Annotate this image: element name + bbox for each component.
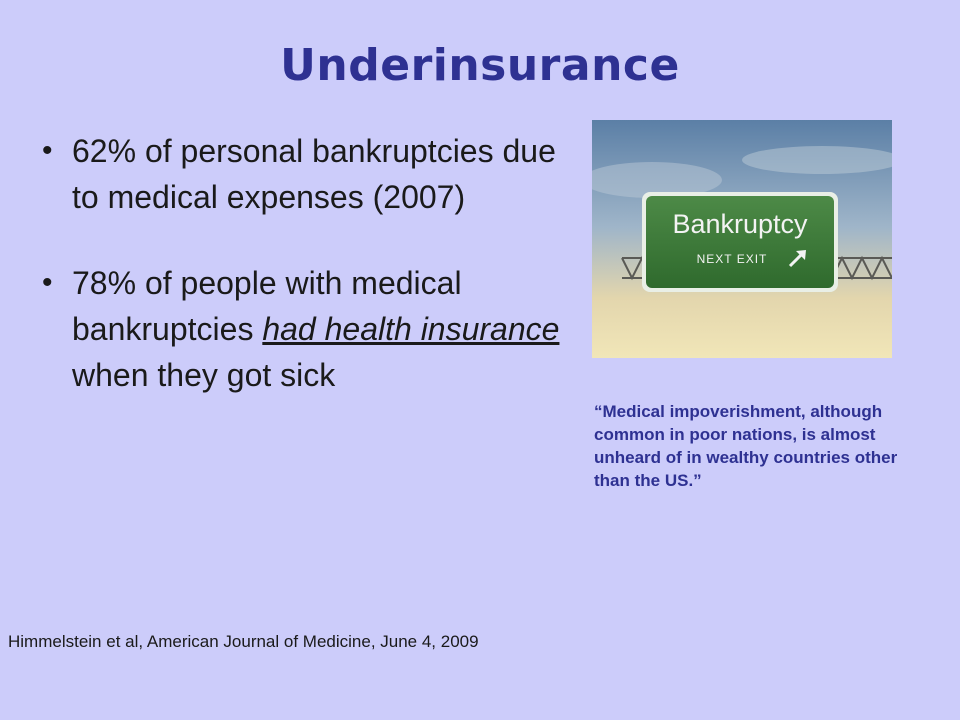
bullet-list: [42, 128, 562, 438]
quote-text: “Medical impoverishment, although common in poor nations, is almost unheard of in wealthy countries other than the US.”: [594, 402, 898, 490]
bullet-text-part1: 78% of people with medical bankruptcies: [72, 265, 462, 347]
slide-title: Underinsurance: [280, 40, 680, 91]
bullet-marker: •: [42, 266, 53, 299]
bullet-item: [42, 128, 562, 220]
bullet-item: [42, 260, 562, 398]
citation-text: Himmelstein et al, American Journal of Medicine, June 4, 2009: [8, 632, 479, 651]
bullet-text-emphasis: had health insurance: [262, 311, 560, 347]
bullet-marker: •: [42, 134, 53, 167]
bullet-text-part2: when they got sick: [72, 357, 336, 393]
bankruptcy-sign-photo: [592, 120, 892, 358]
sign-subtext: NEXT EXIT: [696, 252, 768, 266]
sign-text: Bankruptcy: [672, 209, 808, 239]
bullet-text: 62% of personal bankruptcies due to medical expenses (2007): [72, 133, 556, 215]
